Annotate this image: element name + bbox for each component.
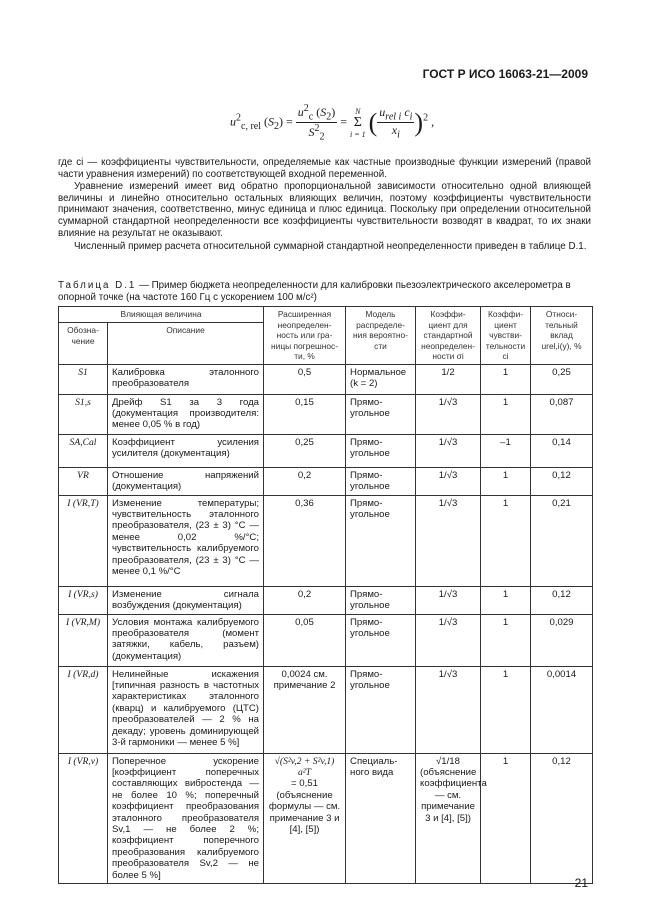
row-contribution: 0,087 <box>531 394 593 434</box>
row-expanded: 0,15 <box>264 394 346 434</box>
cross-axis-formula: √(S²v,2 + S²v,1) a²T <box>274 755 335 778</box>
paragraph-where: где ci — коэффициенты чувствительности, определяемые как частные производные функции измерений (правой части уравнения измерений) по соответствующей входной переменной. <box>58 157 591 180</box>
row-symbol: I (VR,s) <box>59 586 108 614</box>
row-model: Прямо-угольное <box>346 666 416 753</box>
table-row <box>59 586 593 614</box>
row-symbol: S1,s <box>59 394 108 434</box>
row-coefficient: 1/√3 <box>416 614 481 666</box>
page-number: 21 <box>574 876 588 890</box>
row-sensitivity: 1 <box>481 394 531 434</box>
row-symbol: S1 <box>59 364 108 394</box>
row-symbol: VR <box>59 467 108 495</box>
row-coefficient: 1/√3 <box>416 495 481 586</box>
row-description: Калибровка эталонного преобразователя <box>108 364 264 394</box>
paragraph-equation: Уравнение измерений имеет вид обратно пропорциональной зависимости относительно одной влияющей величины и линейно относительно остальных влияющих величин, поэтому коэффициенты чувствительности принимают значения, соответственно, минус единица и плюс единица. Поскольку при определении относительной суммарной стандартной неопределенности все коэффициенты чувствительности возводят в квадрат, то их знаки влияние на результат не оказывают. <box>58 181 591 239</box>
row-sensitivity: 1 <box>481 467 531 495</box>
table-row <box>59 614 593 666</box>
row-symbol: I (VR,d) <box>59 666 108 753</box>
table-row <box>59 666 593 753</box>
table-row <box>59 394 593 434</box>
row-coefficient: 1/√3 <box>416 666 481 753</box>
row-model: Прямо-угольное <box>346 467 416 495</box>
row-sensitivity: 1 <box>481 495 531 586</box>
row-sensitivity: 1 <box>481 586 531 614</box>
row-sensitivity: 1 <box>481 614 531 666</box>
table-row <box>59 495 593 586</box>
row-expanded <box>264 753 346 883</box>
row-symbol: SA,Cal <box>59 434 108 467</box>
row-symbol: I (VR,T) <box>59 495 108 586</box>
row-description: Коэффициент усиления усилителя (документация) <box>108 434 264 467</box>
row-model: Прямо-угольное <box>346 394 416 434</box>
row-expanded: 0,2 <box>264 467 346 495</box>
row-contribution: 0,12 <box>531 753 593 883</box>
row-model: Прямо-угольное <box>346 586 416 614</box>
row-contribution: 0,029 <box>531 614 593 666</box>
row-sensitivity: 1 <box>481 364 531 394</box>
row-coefficient: 1/√3 <box>416 586 481 614</box>
row-expanded: 0,5 <box>264 364 346 394</box>
row-model: Нормальное (k = 2) <box>346 364 416 394</box>
uncertainty-formula: $u^2_{c, rel}$ $(S_2)$ = $\frac{u^2_c (S_2)}{S^2_2}$ = N Σ i = 1 ( $\frac{u_{rel i} c_i}{x_i}$ )$^2$ , <box>230 103 435 143</box>
row-model: Прямо-угольное <box>346 495 416 586</box>
row-contribution: 0,12 <box>531 467 593 495</box>
row-expanded: 0,36 <box>264 495 346 586</box>
header-std-coefficient: Коэффи-циент для стандартной неопределен-ности σi <box>416 307 481 365</box>
cross-axis-note: (объяснение формулы — см. примечание 3 и [4], [5]) <box>268 789 341 835</box>
row-contribution: 0,14 <box>531 434 593 467</box>
table-row <box>59 434 593 467</box>
table-row <box>59 467 593 495</box>
row-sensitivity: –1 <box>481 434 531 467</box>
header-influence-quantity: Влияющая величина <box>59 307 264 323</box>
row-expanded: 0,0024 см. примечание 2 <box>264 666 346 753</box>
table-row <box>59 753 593 883</box>
row-symbol: I (VR,v) <box>59 753 108 883</box>
row-contribution: 0,0014 <box>531 666 593 753</box>
document-header: ГОСТ Р ИСО 16063-21—2009 <box>422 67 588 81</box>
header-distribution-model: Модель распределе-ния вероятно-сти <box>346 307 416 365</box>
row-coefficient: 1/√3 <box>416 467 481 495</box>
row-description: Отношение напряжений (документация) <box>108 467 264 495</box>
header-description: Описание <box>108 323 264 364</box>
row-description: Нелинейные искажения [типичная разность в частотных характеристиках эталонного (кварц) и калибруемого (ЦТС) преобразователей — 2 % на декаду; уровень доминирующей 3-й гармоники — менее 5 %] <box>108 666 264 753</box>
row-symbol: I (VR,M) <box>59 614 108 666</box>
row-sensitivity: 1 <box>481 666 531 753</box>
header-expanded-uncertainty: Расширенная неопределен-ность или гра-ницы погрешнос-ти, % <box>264 307 346 365</box>
table-row <box>59 364 593 394</box>
row-contribution: 0,12 <box>531 586 593 614</box>
paragraph-example: Численный пример расчета относительной суммарной стандартной неопределенности приведен в таблице D.1. <box>74 241 587 252</box>
row-coefficient: 1/√3 <box>416 434 481 467</box>
row-description: Условия монтажа калибруемого преобразователя (момент затяжки, кабель, разъем) (документация) <box>108 614 264 666</box>
row-coefficient: 1/√3 <box>416 394 481 434</box>
row-expanded: 0,25 <box>264 434 346 467</box>
row-model: Прямо-угольное <box>346 434 416 467</box>
header-contribution: Относи-тельный вклад urel,i(y), % <box>531 307 593 365</box>
table-caption: Таблица D.1 — Пример бюджета неопределенности для калибровки пьезоэлектрического акселерометра в опорной точке (на частоте 160 Гц с ускорением 100 м/с²) <box>58 280 571 303</box>
row-contribution: 0,25 <box>531 364 593 394</box>
row-model: Прямо-угольное <box>346 614 416 666</box>
row-description: Дрейф S1 за 3 года (документация производителя: менее 0,05 % в год) <box>108 394 264 434</box>
header-designation: Обозна-чение <box>59 323 108 364</box>
row-coefficient: √1/18 (объяснение коэффициента — см. примечание 3 и [4], [5]) <box>416 753 481 883</box>
row-description: Изменение температуры; чувствительность эталонного преобразователя, (23 ± 3) °С — менее 0,02 %/°С; чувствительность калибруемого преобразователя, (23 ± 3) °С — менее 0,1 %/°С <box>108 495 264 586</box>
row-expanded: 0,05 <box>264 614 346 666</box>
uncertainty-budget-table <box>58 306 593 884</box>
row-description: Изменение сигнала возбуждения (документация) <box>108 586 264 614</box>
row-expanded: 0,2 <box>264 586 346 614</box>
row-coefficient: 1/2 <box>416 364 481 394</box>
row-contribution: 0,21 <box>531 495 593 586</box>
row-description: Поперечное ускорение [коэффициент поперечных составляющих вибростенда — не более 10 %; поперечный коэффициент преобразования эталонного преобразователя Sv,1 — не более 2 %; коэффициент поперечного преобразования калибруемого преобразователя Sv,2 — не более 5 %] <box>108 753 264 883</box>
cross-axis-result: = 0,51 <box>291 778 318 790</box>
header-sensitivity: Коэффи-циент чувстви-тельности ci <box>481 307 531 365</box>
row-sensitivity: 1 <box>481 753 531 883</box>
row-model: Специаль-ного вида <box>346 753 416 883</box>
coefficient-note: (объяснение коэффициента — см. примечание 3 и [4], [5]) <box>420 766 487 824</box>
